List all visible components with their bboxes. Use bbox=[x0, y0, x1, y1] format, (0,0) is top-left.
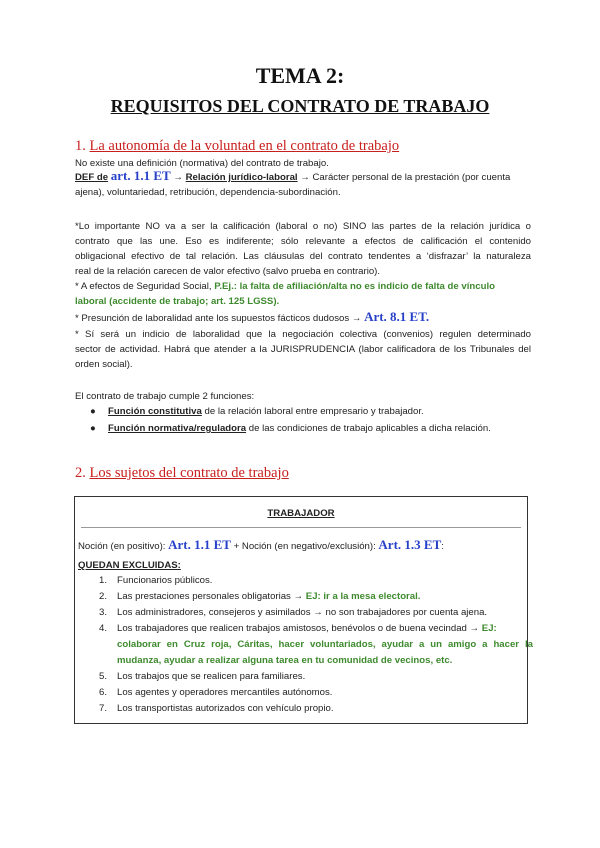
def-label: DEF de bbox=[75, 172, 109, 183]
note-text: * Presunción de laboralidad ante los supuestos fácticos dudosos → bbox=[75, 313, 365, 324]
example-text: laboral (accidente de trabajo; art. 125 LGSS). bbox=[75, 296, 280, 307]
divider bbox=[81, 527, 521, 528]
item-text: Las prestaciones personales obligatorias → bbox=[117, 591, 306, 602]
note-line: orden social). bbox=[75, 359, 133, 370]
section-2-heading bbox=[75, 465, 289, 482]
item-number: 2. bbox=[99, 591, 108, 602]
item-text: Los trabajos que se realicen para familiares. bbox=[117, 671, 306, 682]
excluded-label: QUEDAN EXCLUIDAS: bbox=[78, 560, 181, 571]
function-text: de las condiciones de trabajo aplicables a dicha relación. bbox=[246, 423, 491, 434]
definition-text: → Carácter personal de la prestación (por cuenta bbox=[297, 172, 511, 183]
list-item bbox=[90, 406, 424, 417]
article-reference: Art. 1.1 ET bbox=[168, 537, 231, 552]
section-2-title: Los sujetos del contrato de trabajo bbox=[89, 465, 289, 481]
item-text: Funcionarios públicos. bbox=[117, 575, 213, 586]
note-line: real de la relación carecen de valor efectivo (salvo prueba en contrario). bbox=[75, 266, 381, 277]
function-text: de la relación laboral entre empresario y trabajador. bbox=[201, 406, 424, 417]
item-number: 6. bbox=[99, 687, 108, 698]
example-text: mudanza, ayudar a realizar alguna tarea en tu comunidad de vecinos, etc. bbox=[117, 655, 453, 666]
item-text: Los trabajadores que realicen trabajos amistosos, benévolos o de buena vecindad → bbox=[117, 623, 482, 634]
example-text: colaborar en Cruz roja, Cáritas, hacer voluntariados, ayudar a un amigo a hacer la bbox=[117, 639, 533, 650]
section-1-title: La autonomía de la voluntad en el contrato de trabajo bbox=[89, 138, 400, 154]
note-line: obligacional efectivo de tal relación. Las cláusulas del contrato tendentes a ‘disfrazar’ la naturaleza bbox=[75, 251, 531, 262]
definition-line-2: ajena), voluntariedad, retribución, dependencia-subordinación. bbox=[75, 187, 341, 198]
article-reference: Art. 8.1 ET. bbox=[364, 309, 430, 324]
relation-label: Relación jurídico-laboral bbox=[185, 172, 298, 183]
page-title: TEMA 2: bbox=[255, 63, 345, 88]
bullet-icon: ● bbox=[90, 406, 96, 417]
bullet-icon: ● bbox=[90, 423, 96, 434]
paragraph: El contrato de trabajo cumple 2 funciones: bbox=[75, 391, 255, 402]
note-line bbox=[75, 310, 531, 325]
item-number: 4. bbox=[99, 623, 108, 634]
box-title: TRABAJADOR bbox=[267, 508, 335, 519]
nocion-text: : bbox=[441, 541, 444, 552]
nocion-text: Noción (en positivo): bbox=[78, 541, 169, 552]
article-reference: art. 1.1 ET bbox=[110, 168, 171, 183]
note-line: sector de actividad. Habrá que atender a la JURISPRUDENCIA (labor calificadora de los Tribunales del bbox=[75, 344, 531, 355]
item-text: Los transportistas autorizados con vehículo propio. bbox=[117, 703, 334, 714]
note-line: contrato que las une. Eso es indiferente; sólo relevante a efectos de calificación el contenido bbox=[75, 236, 531, 247]
item-text-wrap bbox=[117, 622, 533, 636]
note-line: * Sí será un indicio de laboralidad que la negociación colectiva (convenios) regulen determinado bbox=[75, 329, 531, 340]
item-text: Los agentes y operadores mercantiles autónomos. bbox=[117, 687, 333, 698]
section-1-heading bbox=[75, 138, 399, 155]
example-text: EJ: ir a la mesa electoral. bbox=[305, 591, 421, 602]
note-text: * A efectos de Seguridad Social, bbox=[75, 281, 215, 292]
arrow: → bbox=[170, 172, 186, 183]
nocion-text: + Noción (en negativo/exclusión): bbox=[230, 541, 379, 552]
item-number: 7. bbox=[99, 703, 108, 714]
trabajador-box bbox=[74, 496, 533, 724]
article-reference: Art. 1.3 ET bbox=[378, 537, 442, 552]
nocion-line bbox=[78, 538, 444, 553]
function-label: Función normativa/reguladora bbox=[108, 423, 247, 434]
example-text: EJ: bbox=[481, 623, 497, 634]
paragraph: No existe una definición (normativa) del contrato de trabajo. bbox=[75, 158, 329, 169]
function-label: Función constitutiva bbox=[108, 406, 202, 417]
item-text: Los administradores, consejeros y asimilados → no son trabajadores por cuenta ajena. bbox=[117, 607, 488, 618]
list-item bbox=[90, 423, 491, 434]
item-number: 5. bbox=[99, 671, 108, 682]
page-subtitle: REQUISITOS DEL CONTRATO DE TRABAJO bbox=[110, 96, 490, 116]
note-line bbox=[75, 280, 531, 293]
definition-line bbox=[75, 169, 531, 184]
item-number: 1. bbox=[99, 575, 108, 586]
item-number: 3. bbox=[99, 607, 108, 618]
note-line: *Lo importante NO va a ser la calificación (laboral o no) SINO las partes de la relación jurídica o bbox=[75, 221, 531, 232]
item-text-wrap bbox=[117, 590, 533, 604]
section-2-number: 2. bbox=[75, 465, 86, 481]
section-1-number: 1. bbox=[75, 138, 86, 154]
example-text: P.Ej.: la falta de afiliación/alta no es indicio de falta de vínculo bbox=[214, 281, 495, 292]
